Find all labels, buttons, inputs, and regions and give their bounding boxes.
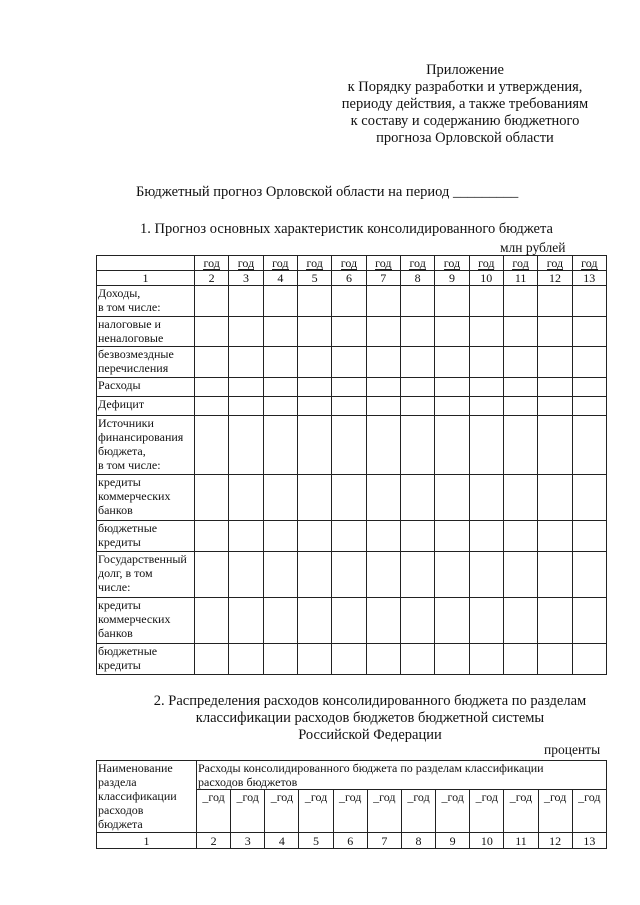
row-label: Доходы, в том числе: [97, 286, 195, 317]
column-number: 2 [195, 271, 229, 286]
value-cell [538, 378, 572, 397]
value-cell [332, 347, 366, 378]
value-cell [297, 552, 331, 598]
appendix-line: периоду действия, а также требованиям [341, 96, 589, 112]
year-header-cell: _год [231, 790, 265, 833]
column-number: 8 [401, 833, 435, 849]
value-cell [366, 644, 400, 675]
value-cell [263, 475, 297, 521]
value-cell [332, 521, 366, 552]
value-cell [572, 317, 606, 347]
year-label: год [340, 256, 358, 270]
year-header-cell [572, 256, 606, 271]
value-cell [263, 416, 297, 475]
value-cell [400, 521, 434, 552]
value-cell [229, 378, 263, 397]
value-cell [332, 378, 366, 397]
year-header-cell [469, 256, 503, 271]
value-cell [538, 552, 572, 598]
table-row [97, 552, 607, 598]
column-number: 13 [572, 833, 606, 849]
appendix-block [320, 62, 610, 147]
header-row [97, 761, 607, 790]
year-label: год [512, 256, 529, 270]
year-header-cell [435, 256, 469, 271]
value-cell [297, 598, 331, 644]
value-cell [469, 552, 503, 598]
value-cell [297, 416, 331, 475]
year-label: год [478, 256, 495, 270]
year-header-cell: _год [265, 790, 299, 833]
section1-heading: 1. Прогноз основных характеристик консолидированного бюджета [140, 221, 553, 237]
year-header-cell [503, 256, 537, 271]
table-row [97, 286, 607, 317]
value-cell [572, 397, 606, 416]
table-row [97, 378, 607, 397]
value-cell [195, 286, 229, 317]
table-row [97, 416, 607, 475]
value-cell [366, 598, 400, 644]
value-cell [297, 286, 331, 317]
value-cell [263, 317, 297, 347]
value-cell [572, 378, 606, 397]
value-cell [400, 644, 434, 675]
value-cell [469, 521, 503, 552]
table-row [97, 521, 607, 552]
value-cell [435, 521, 469, 552]
value-cell [503, 552, 537, 598]
value-cell [435, 378, 469, 397]
year-header-cell [229, 256, 263, 271]
column-number: 1 [97, 833, 197, 849]
value-cell [400, 378, 434, 397]
value-cell [195, 378, 229, 397]
value-cell [332, 552, 366, 598]
value-cell [263, 521, 297, 552]
year-label: год [272, 256, 289, 270]
year-header-cell: _год [436, 790, 470, 833]
value-cell [366, 378, 400, 397]
year-header-cell [332, 256, 366, 271]
column-number: 5 [299, 833, 333, 849]
column-number: 12 [538, 833, 572, 849]
value-cell [538, 286, 572, 317]
value-cell [469, 347, 503, 378]
value-cell [366, 552, 400, 598]
value-cell [195, 475, 229, 521]
value-cell [229, 397, 263, 416]
year-header-cell [263, 256, 297, 271]
value-cell [503, 317, 537, 347]
year-label: год [546, 256, 564, 270]
value-cell [400, 416, 434, 475]
column-number: 1 [97, 271, 195, 286]
value-cell [229, 644, 263, 675]
value-cell [435, 552, 469, 598]
column-number: 4 [265, 833, 299, 849]
value-cell [297, 317, 331, 347]
section2-heading-line: 2. Распределения расходов консолидированного бюджета по разделам [153, 693, 587, 709]
value-cell [366, 347, 400, 378]
row-label: Государственный долг, в том числе: [97, 552, 195, 598]
table-row [97, 475, 607, 521]
value-cell [229, 286, 263, 317]
year-label: год [443, 256, 461, 270]
column-number: 10 [469, 271, 503, 286]
year-header-cell [538, 256, 572, 271]
value-cell [503, 598, 537, 644]
value-cell [332, 317, 366, 347]
column-number: 9 [435, 271, 469, 286]
row-label: безвозмездные перечисления [97, 347, 195, 378]
value-cell [263, 598, 297, 644]
year-header-cell: _год [538, 790, 572, 833]
year-header-cell: _год [299, 790, 333, 833]
value-cell [572, 475, 606, 521]
value-cell [229, 552, 263, 598]
value-cell [366, 317, 400, 347]
value-cell [400, 598, 434, 644]
value-cell [332, 644, 366, 675]
value-cell [503, 378, 537, 397]
value-cell [503, 286, 537, 317]
section2-heading [110, 693, 630, 744]
value-cell [195, 598, 229, 644]
value-cell [332, 475, 366, 521]
year-header-cell: _год [470, 790, 504, 833]
year-label: год [306, 256, 323, 270]
appendix-line: к Порядку разработки и утверждения, [347, 79, 583, 95]
column-number-row [97, 833, 607, 849]
section2-units: проценты [544, 742, 601, 757]
value-cell [469, 317, 503, 347]
value-cell [263, 378, 297, 397]
column-number: 13 [572, 271, 606, 286]
value-cell [503, 397, 537, 416]
row-label: бюджетные кредиты [97, 644, 195, 675]
value-cell [400, 347, 434, 378]
value-cell [435, 347, 469, 378]
value-cell [332, 397, 366, 416]
value-cell [297, 644, 331, 675]
value-cell [503, 416, 537, 475]
value-cell [538, 416, 572, 475]
value-cell [469, 598, 503, 644]
column-number: 4 [263, 271, 297, 286]
table-row [97, 644, 607, 675]
column-number: 9 [436, 833, 470, 849]
row-label: налоговые и неналоговые [97, 317, 195, 347]
column-number: 6 [333, 833, 367, 849]
value-cell [332, 416, 366, 475]
year-header-cell: _год [367, 790, 401, 833]
row-label: кредиты коммерческих банков [97, 475, 195, 521]
year-header-cell [195, 256, 229, 271]
value-cell [195, 416, 229, 475]
value-cell [503, 347, 537, 378]
value-cell [572, 521, 606, 552]
year-label: год [375, 256, 392, 270]
value-cell [195, 397, 229, 416]
column-number: 10 [470, 833, 504, 849]
value-cell [195, 521, 229, 552]
value-cell [195, 347, 229, 378]
column-number: 7 [367, 833, 401, 849]
forecast-table [96, 255, 607, 675]
row-label: Дефицит [97, 397, 195, 416]
value-cell [195, 644, 229, 675]
section-name-header: Наименование раздела классификации расходов бюджета [97, 761, 197, 833]
column-number: 5 [297, 271, 331, 286]
value-cell [538, 347, 572, 378]
section2-heading-line: Российской Федерации [298, 727, 442, 743]
value-cell [469, 397, 503, 416]
column-number: 3 [229, 271, 263, 286]
section2-heading-line: классификации расходов бюджетов бюджетной системы [195, 710, 545, 726]
row-label: Источники финансирования бюджета, в том числе: [97, 416, 195, 475]
table-row [97, 598, 607, 644]
value-cell [366, 286, 400, 317]
value-cell [229, 416, 263, 475]
row-label: Расходы [97, 378, 195, 397]
value-cell [572, 347, 606, 378]
appendix-line: к составу и содержанию бюджетного [350, 113, 580, 129]
column-number: 6 [332, 271, 366, 286]
value-cell [503, 475, 537, 521]
value-cell [538, 644, 572, 675]
value-cell [195, 552, 229, 598]
value-cell [229, 521, 263, 552]
value-cell [469, 286, 503, 317]
value-cell [263, 397, 297, 416]
table-row [97, 397, 607, 416]
value-cell [572, 286, 606, 317]
year-header-cell: _год [572, 790, 606, 833]
table-row [97, 317, 607, 347]
year-header-cell: _год [333, 790, 367, 833]
value-cell [435, 397, 469, 416]
header-blank-cell [97, 256, 195, 271]
expenses-group-header: Расходы консолидированного бюджета по разделам классификации расходов бюджетов [197, 761, 607, 790]
row-label: бюджетные кредиты [97, 521, 195, 552]
year-header-cell [297, 256, 331, 271]
expenses-table [96, 760, 607, 849]
value-cell [538, 475, 572, 521]
appendix-line: прогноза Орловской области [376, 130, 554, 146]
year-label: год [203, 256, 220, 270]
year-label: год [409, 256, 426, 270]
column-number: 3 [231, 833, 265, 849]
value-cell [332, 598, 366, 644]
document-title: Бюджетный прогноз Орловской области на период _________ [136, 184, 519, 200]
value-cell [435, 475, 469, 521]
value-cell [366, 397, 400, 416]
value-cell [297, 397, 331, 416]
header-row [97, 256, 607, 271]
value-cell [263, 552, 297, 598]
value-cell [538, 521, 572, 552]
value-cell [366, 416, 400, 475]
value-cell [400, 475, 434, 521]
value-cell [469, 378, 503, 397]
value-cell [435, 317, 469, 347]
value-cell [400, 286, 434, 317]
value-cell [263, 644, 297, 675]
value-cell [572, 598, 606, 644]
column-number-row [97, 271, 607, 286]
value-cell [538, 598, 572, 644]
column-number: 11 [504, 833, 538, 849]
appendix-line: Приложение [426, 62, 504, 78]
value-cell [366, 475, 400, 521]
value-cell [297, 347, 331, 378]
value-cell [538, 317, 572, 347]
value-cell [366, 521, 400, 552]
value-cell [229, 317, 263, 347]
year-header-cell: _год [401, 790, 435, 833]
value-cell [435, 286, 469, 317]
value-cell [469, 644, 503, 675]
year-label: год [581, 256, 598, 270]
section1-units: млн рублей [500, 240, 566, 255]
value-cell [572, 416, 606, 475]
value-cell [229, 347, 263, 378]
value-cell [435, 598, 469, 644]
value-cell [435, 644, 469, 675]
value-cell [263, 347, 297, 378]
value-cell [400, 317, 434, 347]
table-row [97, 347, 607, 378]
value-cell [263, 286, 297, 317]
value-cell [332, 286, 366, 317]
value-cell [469, 475, 503, 521]
row-label: кредиты коммерческих банков [97, 598, 195, 644]
value-cell [572, 552, 606, 598]
column-number: 8 [400, 271, 434, 286]
column-number: 12 [538, 271, 572, 286]
column-number: 7 [366, 271, 400, 286]
year-header-cell [400, 256, 434, 271]
value-cell [229, 475, 263, 521]
value-cell [400, 552, 434, 598]
year-label: год [237, 256, 255, 270]
value-cell [229, 598, 263, 644]
value-cell [297, 475, 331, 521]
value-cell [195, 317, 229, 347]
year-header-cell: _год [504, 790, 538, 833]
value-cell [538, 397, 572, 416]
value-cell [469, 416, 503, 475]
value-cell [297, 521, 331, 552]
value-cell [297, 378, 331, 397]
value-cell [400, 397, 434, 416]
value-cell [435, 416, 469, 475]
value-cell [572, 644, 606, 675]
value-cell [503, 521, 537, 552]
year-header-cell: _год [197, 790, 231, 833]
value-cell [503, 644, 537, 675]
year-header-cell [366, 256, 400, 271]
column-number: 2 [197, 833, 231, 849]
column-number: 11 [503, 271, 537, 286]
